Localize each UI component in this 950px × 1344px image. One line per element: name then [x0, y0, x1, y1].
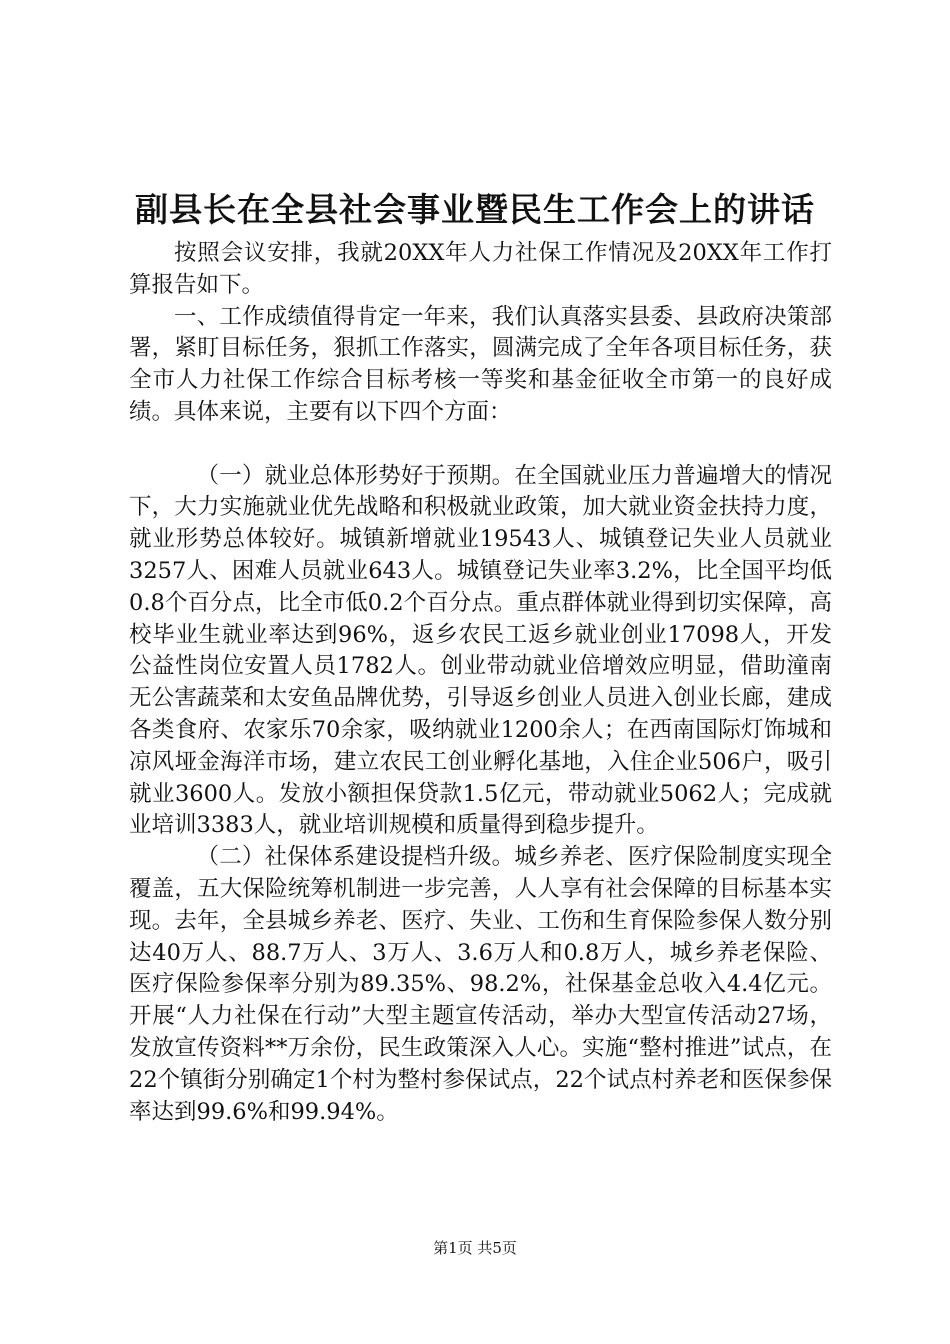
page-footer: 第1页 共5页 — [433, 1239, 517, 1257]
paragraph-spacer — [129, 429, 832, 461]
document-body — [129, 238, 832, 1128]
document-title: 副县长在全县社会事业暨民生工作会上的讲话 — [135, 190, 815, 229]
section-one-paragraph: 一、工作成绩值得肯定一年来，我们认真落实县委、县政府决策部署，紧盯目标任务，狠抓工作落实，圆满完成了全年各项目标任务，获全市人力社保工作综合目标考核一等奖和基金征收全市第一的良好成绩。具体来说，主要有以下四个方面： — [129, 303, 832, 425]
social-security-paragraph: （二）社保体系建设提档升级。城乡养老、医疗保险制度实现全覆盖，五大保险统筹机制进一步完善，人人享有社会保障的目标基本实现。去年，全县城乡养老、医疗、失业、工伤和生育保险参保人数分别达40万人、88.7万人、3万人、3.6万人和0.8万人，城乡养老保险、医疗保险参保率分别为89.35%、98.2%，社保基金总收入4.4亿元。开展“人力社保在行动”大型主题宣传活动，举办大型宣传活动27场，发放宣传资料**万余份，民生政策深入人心。实施“整村推进”试点，在22个镇街分别确定1个村为整村参保试点，22个试点村养老和医保参保率达到99.6%和99.94%。 — [129, 844, 832, 1125]
intro-paragraph: 按照会议安排，我就20XX年人力社保工作情况及20XX年工作打算报告如下。 — [129, 240, 832, 298]
employment-paragraph: （一）就业总体形势好于预期。在全国就业压力普遍增大的情况下，大力实施就业优先战略和积极就业政策，加大就业资金扶持力度，就业形势总体较好。城镇新增就业19543人、城镇登记失业人员就业3257人、困难人员就业643人。城镇登记失业率3.2%，比全国平均低0.8个百分点，比全市低0.2个百分点。重点群体就业得到切实保障，高校毕业生就业率达到96%，返乡农民工返乡就业创业17098人，开发公益性岗位安置人员1782人。创业带动就业倍增效应明显，借助潼南无公害蔬菜和太安鱼品牌优势，引导返乡创业人员进入创业长廊，建成各类食府、农家乐70余家，吸纳就业1200余人；在西南国际灯饰城和凉风垭金海洋市场，建立农民工创业孵化基地，入住企业506户，吸引就业3600人。发放小额担保贷款1.5亿元，带动就业5062人；完成就业培训3383人，就业培训规模和质量得到稳步提升。 — [129, 462, 832, 839]
